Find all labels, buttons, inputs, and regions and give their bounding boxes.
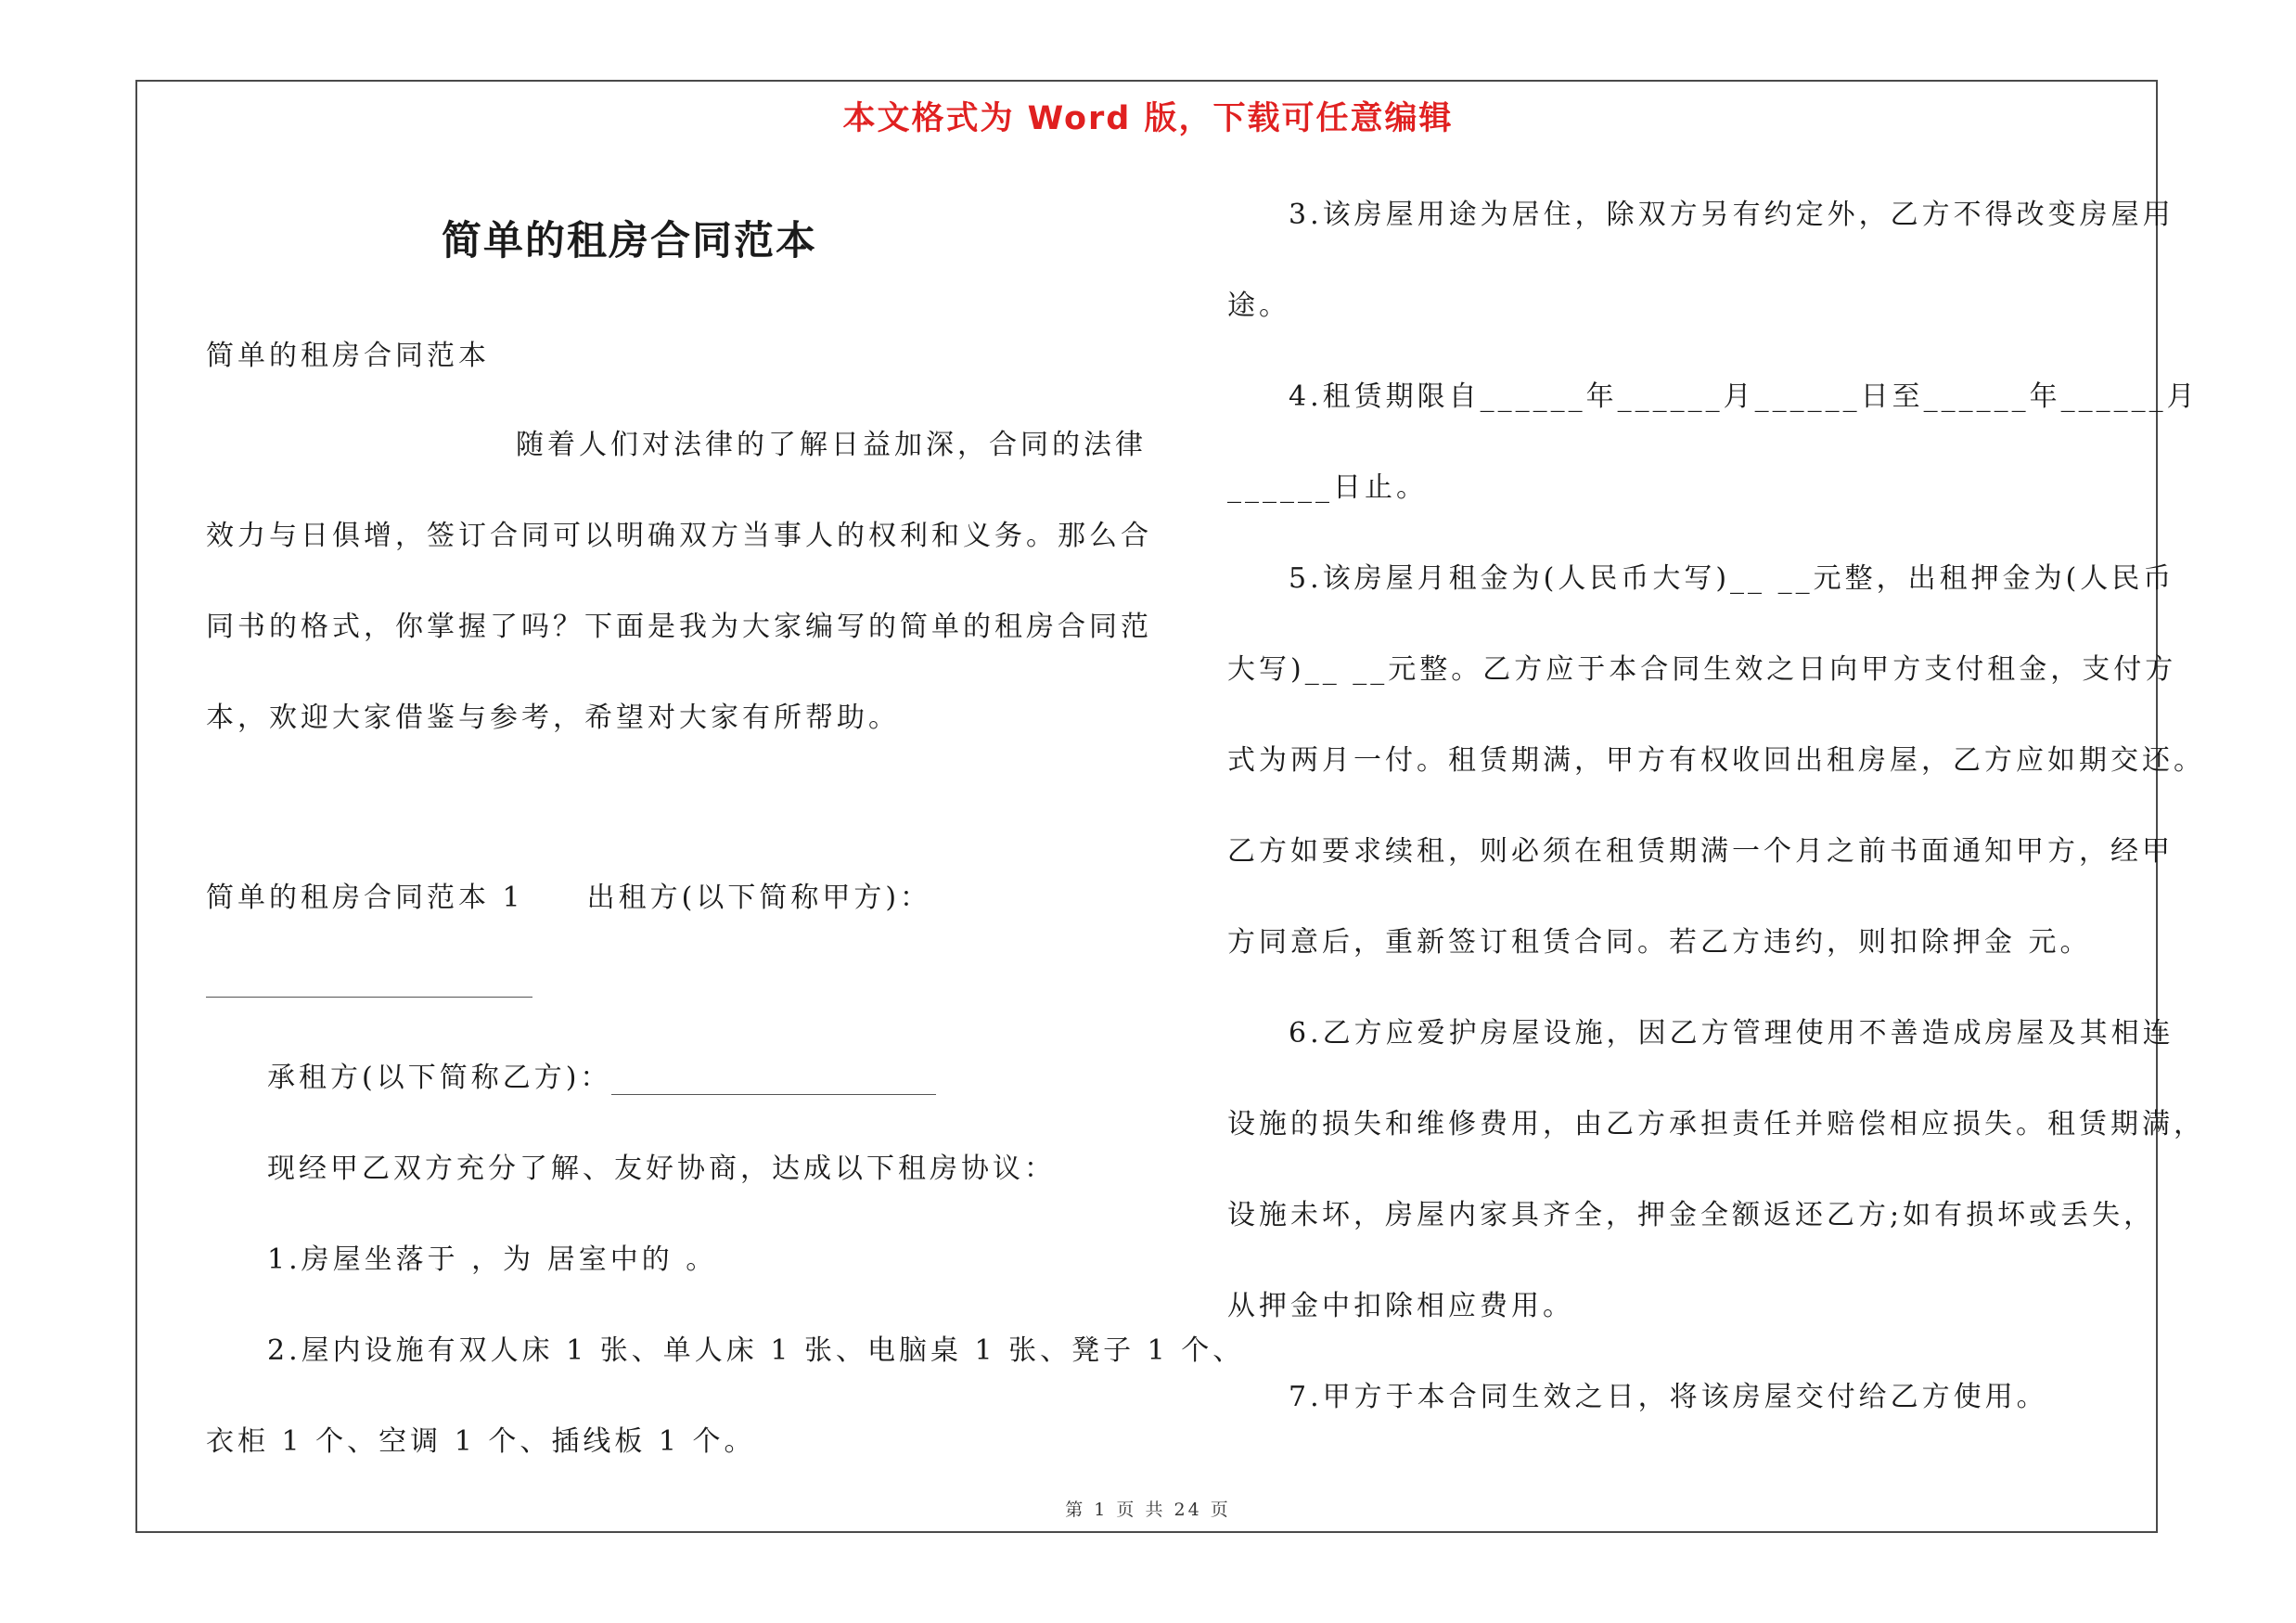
clause-2-line-1: 2.屋内设施有双人床 1 张、单人床 1 张、电脑桌 1 张、凳子 1 个、	[267, 1334, 1245, 1367]
agreement-line: 现经甲乙双方充分了解、友好协商，达成以下租房协议：	[267, 1153, 1056, 1185]
clause-1: 1.房屋坐落于 ，为 居室中的 。	[267, 1243, 718, 1276]
lessee-line	[267, 1054, 936, 1095]
clause-6-line-4: 从押金中扣除相应费用。	[1227, 1290, 1574, 1322]
clause-6-line-3: 设施未坏，房屋内家具齐全，押金全额返还乙方;如有损坏或丢失，	[1227, 1199, 2156, 1231]
clause-2-line-2: 衣柜 1 个、空调 1 个、插线板 1 个。	[206, 1425, 756, 1458]
clause-5-line-1: 5.该房屋月租金为(人民币大写)__ __元整，出租押金为(人民币	[1289, 562, 2175, 595]
lessor-line: 简单的租房合同范本 1 出租方(以下简称甲方)：	[206, 882, 932, 914]
word-format-banner: 本文格式为 Word 版，下载可任意编辑	[842, 100, 1454, 137]
clause-5-line-4: 乙方如要求续租，则必须在租赁期满一个月之前书面通知甲方，经甲	[1227, 835, 2174, 868]
lessee-label: 承租方(以下简称乙方)：	[267, 1062, 612, 1094]
clause-5-line-3: 式为两月一付。租赁期满，甲方有权收回出租房屋，乙方应如期交还。	[1227, 744, 2205, 777]
page-number: 第 1 页 共 24 页	[1065, 1500, 1231, 1520]
clause-5-line-2: 大写)__ __元整。乙方应于本合同生效之日向甲方支付租金，支付方	[1227, 653, 2177, 686]
clause-3-line-2: 途。	[1227, 290, 1290, 322]
clause-6-line-1: 6.乙方应爱护房屋设施，因乙方管理使用不善造成房屋及其相连	[1289, 1017, 2174, 1050]
intro-line-3: 同书的格式，你掌握了吗？下面是我为大家编写的简单的租房合同范	[206, 611, 1152, 643]
intro-line-4: 本，欢迎大家借鉴与参考，希望对大家有所帮助。	[206, 702, 900, 734]
clause-7: 7.甲方于本合同生效之日，将该房屋交付给乙方使用。	[1289, 1381, 2048, 1413]
lessee-blank	[611, 1062, 936, 1095]
lessor-blank	[206, 997, 532, 998]
intro-line-2: 效力与日俱增，签订合同可以明确双方当事人的权利和义务。那么合	[206, 520, 1152, 552]
clause-5-line-5: 方同意后，重新签订租赁合同。若乙方违约，则扣除押金 元。	[1227, 926, 2092, 959]
page-frame	[135, 80, 2158, 1533]
subtitle-line: 简单的租房合同范本	[206, 340, 490, 372]
intro-line-1: 随着人们对法律的了解日益加深，合同的法律	[516, 429, 1147, 461]
clause-6-line-2: 设施的损失和维修费用，由乙方承担责任并赔偿相应损失。租赁期满，	[1227, 1108, 2205, 1140]
document-title: 简单的租房合同范本	[442, 218, 817, 264]
clause-3-line-1: 3.该房屋用途为居住，除双方另有约定外，乙方不得改变房屋用	[1289, 199, 2174, 231]
clause-4-line-2: ______日止。	[1227, 471, 1428, 504]
clause-4-line-1: 4.租赁期限自______年______月______日至______年______月	[1289, 380, 2199, 413]
